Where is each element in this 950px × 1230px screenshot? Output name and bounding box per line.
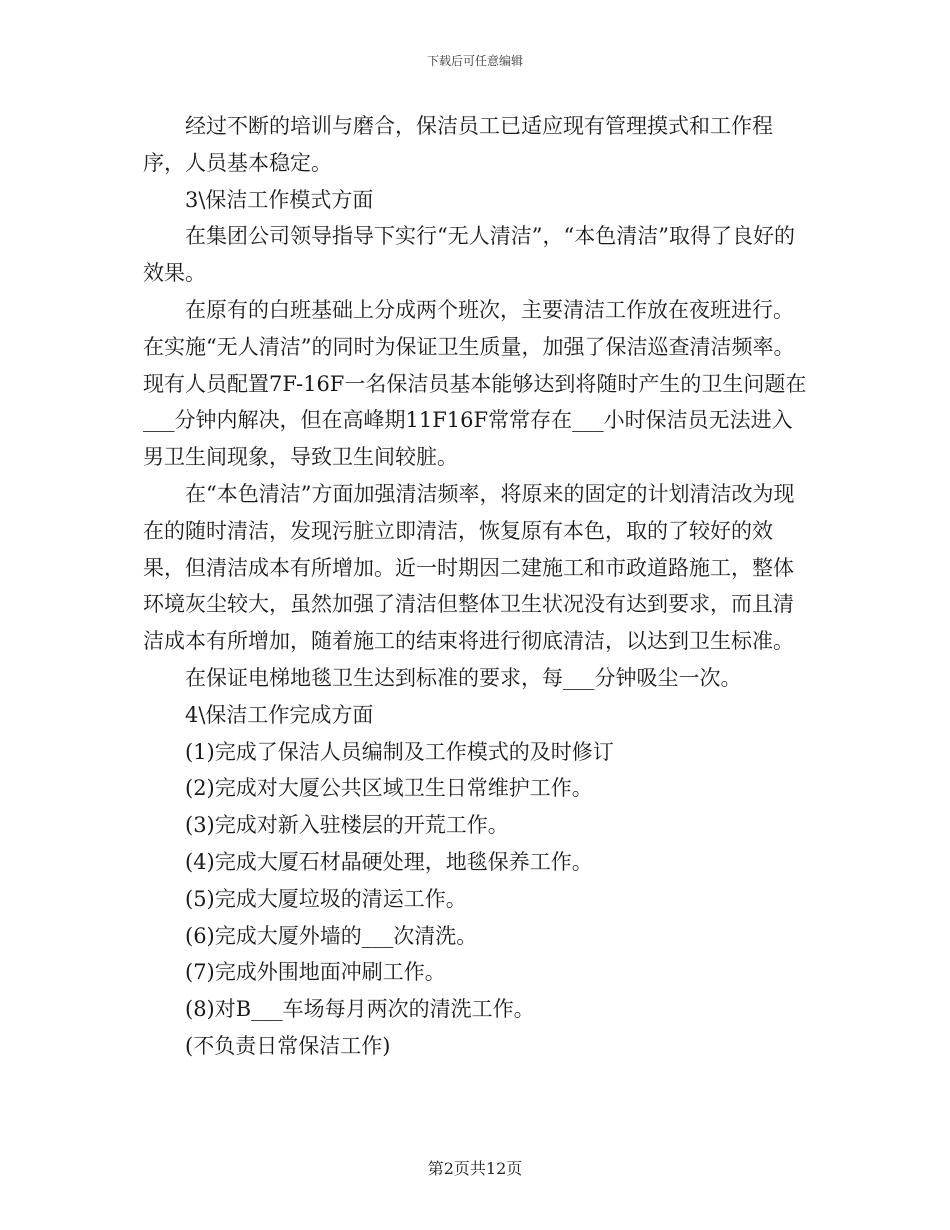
list-item: (4)完成大厦石材晶硬处理，地毯保养工作。 (185, 849, 593, 874)
paragraph-shift-arrangement: 在原有的白班基础上分成两个班次，主要清洁工作放在夜班进行。在实施“无人清洁”的同时为保证卫生质量，加强了保洁巡查清洁频率。现有人员配置7F-16F一名保洁员基本能够达到将随时产生的卫生问题在___分钟内解决，但在高峰期11F16F常常存在___小时保洁员无法进入男卫生间现象，导致卫生间较脏。 (143, 297, 807, 470)
list-item: (6)完成大厦外墙的___次清洗。 (185, 923, 478, 948)
page-footer: 第2页共12页 (427, 1159, 523, 1178)
page-header: 下载后可任意编辑 (426, 54, 523, 68)
paragraph-staff-stable: 经过不断的培训与磨合，保洁员工已适应现有管理摸式和工作程序，人员基本稳定。 (143, 114, 773, 175)
paragraph-elevator-carpet: 在保证电梯地毯卫生达到标准的要求，每___分钟吸尘一次。 (185, 665, 742, 690)
document-body (143, 108, 813, 1065)
paragraph-natural-color-cleaning: 在“本色清洁”方面加强清洁频率，将原来的固定的计划清洁改为现在的随时清洁，发现污脏立即清洁，恢复原有本色，取的了较好的效果，但清洁成本有所增加。近一时期因二建施工和市政道路施工，整体环境灰尘较大，虽然加强了清洁但整体卫生状况没有达到要求，而且清洁成本有所增加，随着施工的结束将进行彻底清洁，以达到卫生标准。 (143, 481, 795, 654)
list-item: (7)完成外围地面冲刷工作。 (185, 960, 446, 985)
list-item: (8)对B___车场每月两次的清洗工作。 (185, 997, 535, 1022)
section-heading-work-completed: 4\保洁工作完成方面 (185, 702, 374, 727)
paragraph-group-guidance: 在集团公司领导指导下实行“无人清洁”，“本色清洁”取得了良好的效果。 (143, 224, 795, 286)
list-item: (1)完成了保洁人员编制及工作模式的及时修订 (185, 739, 614, 764)
list-item: (2)完成对大厦公共区域卫生日常维护工作。 (185, 776, 593, 801)
section-heading-cleaning-mode: 3\保洁工作模式方面 (185, 187, 374, 212)
list-item: (3)完成对新入驻楼层的开荒工作。 (185, 813, 509, 838)
list-item: (5)完成大厦垃圾的清运工作。 (185, 886, 467, 911)
list-item-note: (不负责日常保洁工作) (185, 1033, 391, 1058)
